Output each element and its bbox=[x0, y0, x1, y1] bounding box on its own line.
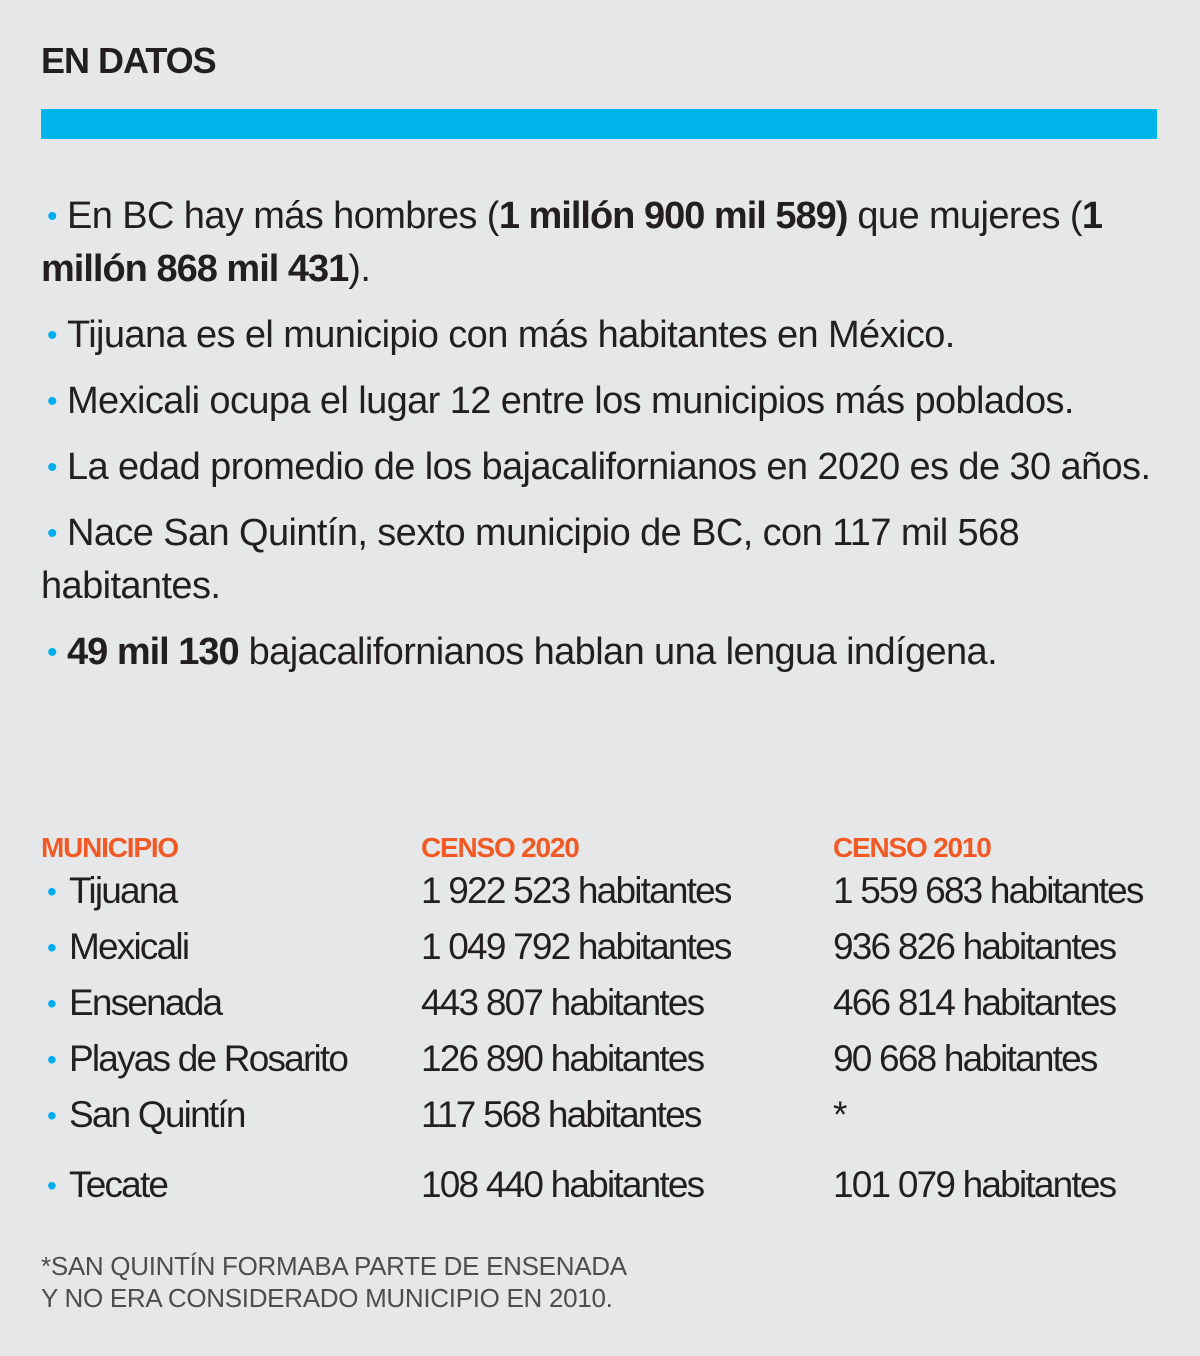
table-row bbox=[41, 870, 1181, 926]
censo-2020-cell: 443 807 habitantes bbox=[421, 982, 704, 1023]
censo-2010-cell: 90 668 habitantes bbox=[833, 1038, 1097, 1079]
censo-2010-cell: 936 826 habitantes bbox=[833, 926, 1116, 967]
fact-highlight: 1 millón 868 mil 431 bbox=[41, 195, 1103, 290]
header-municipio: MUNICIPIO bbox=[41, 832, 178, 863]
fact-text: Nace San Quintín, sexto municipio de BC, con 117 mil 568 habitantes. bbox=[41, 512, 1020, 607]
bullet-icon: • bbox=[47, 319, 57, 352]
fact-item bbox=[41, 441, 1151, 494]
municipio-cell bbox=[41, 982, 221, 1024]
fact-highlight: 1 millón 900 mil 589) bbox=[498, 195, 848, 237]
fact-item bbox=[41, 626, 1151, 679]
fact-highlight: 49 mil 130 bbox=[67, 631, 239, 673]
table-row bbox=[41, 1094, 1181, 1164]
fact-text: En BC hay más hombres ( bbox=[67, 195, 499, 237]
municipio-cell bbox=[41, 1038, 347, 1080]
table-row bbox=[41, 982, 1181, 1038]
footnote-line: *SAN QUINTÍN FORMABA PARTE DE ENSENADA bbox=[41, 1251, 627, 1281]
bullet-icon: • bbox=[47, 988, 56, 1019]
data-panel bbox=[41, 0, 1171, 1356]
fact-item bbox=[41, 507, 1151, 613]
bullet-icon: • bbox=[47, 1100, 56, 1131]
censo-2010-cell: 101 079 habitantes bbox=[833, 1164, 1116, 1205]
fact-text: Tijuana es el municipio con más habitantes en México. bbox=[67, 314, 955, 356]
section-title: EN DATOS bbox=[41, 40, 216, 81]
municipio-cell bbox=[41, 1164, 167, 1206]
bullet-icon: • bbox=[47, 517, 57, 550]
municipio-name: Tecate bbox=[69, 1164, 168, 1205]
fact-text: La edad promedio de los bajacalifornianos en 2020 es de 30 años. bbox=[67, 446, 1151, 488]
bullet-icon: • bbox=[47, 876, 56, 907]
facts-list bbox=[41, 190, 1151, 692]
municipio-name: Mexicali bbox=[69, 926, 189, 967]
censo-2010-cell: 466 814 habitantes bbox=[833, 982, 1116, 1023]
censo-2020-cell: 126 890 habitantes bbox=[421, 1038, 704, 1079]
table-row bbox=[41, 1038, 1181, 1094]
fact-text: bajacalifornianos hablan una lengua indígena. bbox=[238, 631, 998, 673]
footnote bbox=[41, 1250, 627, 1314]
censo-2020-cell: 117 568 habitantes bbox=[421, 1094, 701, 1135]
municipio-cell bbox=[41, 870, 176, 912]
table-row bbox=[41, 926, 1181, 982]
fact-item bbox=[41, 309, 1151, 362]
bullet-icon: • bbox=[47, 636, 57, 669]
censo-2020-cell: 108 440 habitantes bbox=[421, 1164, 704, 1205]
bullet-icon: • bbox=[47, 451, 57, 484]
census-table bbox=[41, 832, 1181, 1220]
fact-text: que mujeres ( bbox=[847, 195, 1082, 237]
table-row bbox=[41, 1164, 1181, 1220]
censo-2010-cell: 1 559 683 habitantes bbox=[833, 870, 1143, 911]
bullet-icon: • bbox=[47, 932, 56, 963]
municipio-name: Playas de Rosarito bbox=[69, 1038, 348, 1079]
bullet-icon: • bbox=[47, 1170, 56, 1201]
header-censo-2010: CENSO 2010 bbox=[833, 832, 991, 863]
fact-item bbox=[41, 190, 1151, 296]
censo-2010-cell: * bbox=[833, 1094, 846, 1135]
table-header-row bbox=[41, 832, 1181, 870]
censo-2020-cell: 1 049 792 habitantes bbox=[421, 926, 731, 967]
municipio-name: Ensenada bbox=[69, 982, 222, 1023]
censo-2020-cell: 1 922 523 habitantes bbox=[421, 870, 731, 911]
header-censo-2020: CENSO 2020 bbox=[421, 832, 579, 863]
municipio-name: Tijuana bbox=[69, 870, 177, 911]
footnote-line: Y NO ERA CONSIDERADO MUNICIPIO EN 2010. bbox=[41, 1283, 613, 1313]
bullet-icon: • bbox=[47, 385, 57, 418]
fact-item bbox=[41, 375, 1151, 428]
municipio-cell bbox=[41, 926, 188, 968]
bullet-icon: • bbox=[47, 200, 57, 233]
title-accent-bar bbox=[41, 109, 1157, 139]
municipio-name: San Quintín bbox=[69, 1094, 245, 1135]
fact-text: Mexicali ocupa el lugar 12 entre los municipios más poblados. bbox=[67, 380, 1074, 422]
municipio-cell bbox=[41, 1094, 245, 1136]
fact-text: ). bbox=[348, 248, 371, 290]
bullet-icon: • bbox=[47, 1044, 56, 1075]
